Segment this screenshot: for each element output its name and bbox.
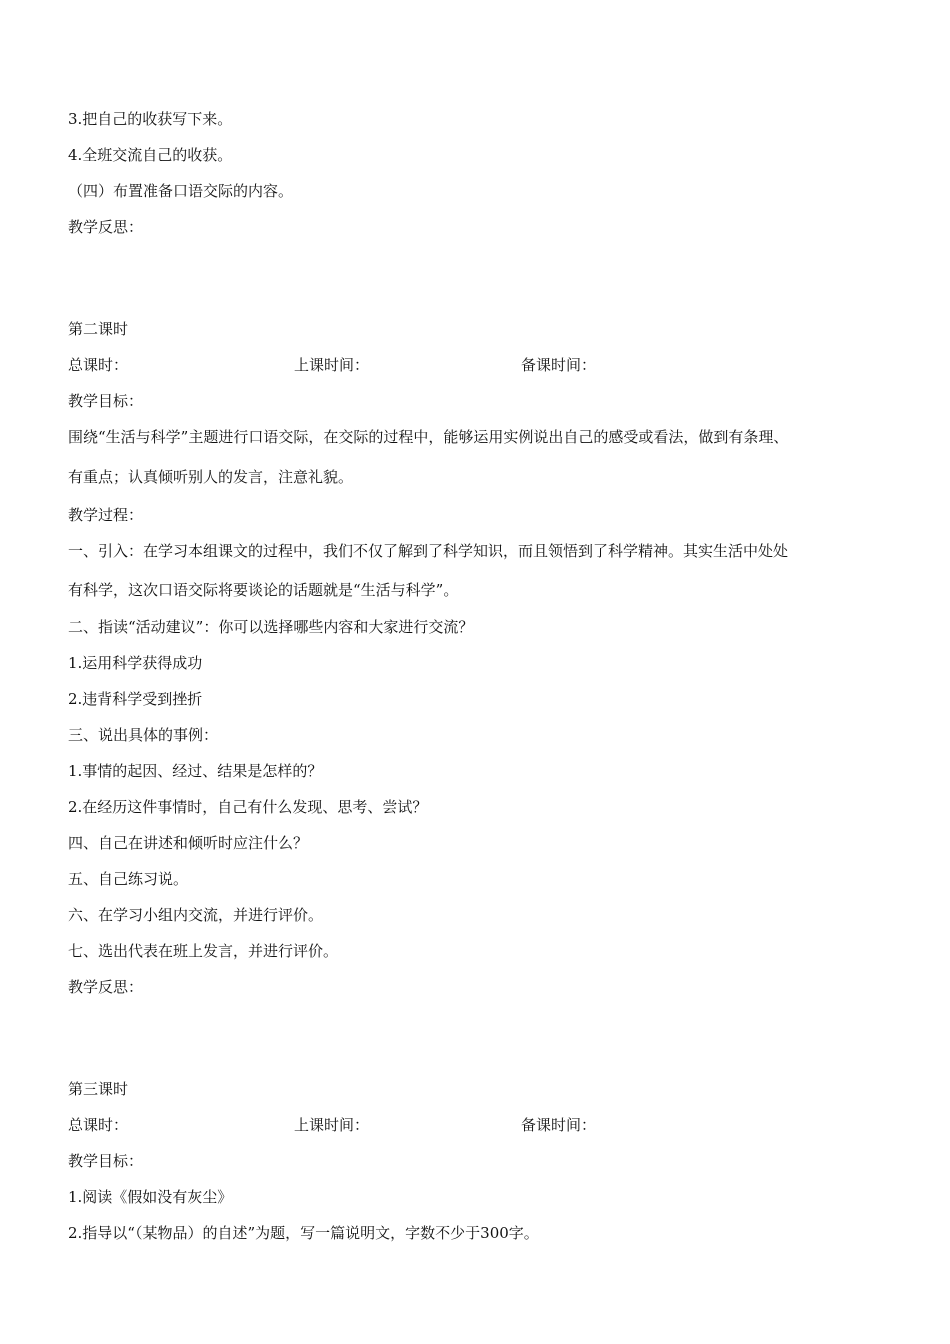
- list-item-3: 3.把自己的收获写下来。: [68, 110, 233, 128]
- reflection-label: 教学反思：: [68, 218, 144, 236]
- lesson2-step2-item1: 1.运用科学获得成功: [68, 654, 203, 672]
- lesson2-reflection-label: 教学反思：: [68, 978, 144, 996]
- lesson2-step1-line2: 有科学，这次口语交际将要谈论的话题就是“生活与科学”。: [68, 581, 459, 599]
- lesson2-prep-time: 备课时间：: [521, 356, 597, 374]
- lesson2-step3-item2: 2.在经历这件事情时，自己有什么发现、思考、尝试？: [68, 798, 428, 816]
- lesson2-class-time: 上课时间：: [294, 356, 370, 374]
- lesson3-title: 第三课时: [68, 1080, 129, 1098]
- lesson3-prep-time: 备课时间：: [521, 1116, 597, 1134]
- lesson2-step5: 五、自己练习说。: [68, 870, 189, 888]
- lesson2-total-hours: 总课时：: [68, 356, 129, 374]
- lesson2-step1-line1: 一、引入：在学习本组课文的过程中，我们不仅了解到了科学知识，而且领悟到了科学精神。其实生活中处处: [68, 542, 789, 560]
- lesson3-goal2: 2.指导以“（某物品）的自述”为题，写一篇说明文，字数不少于300字。: [68, 1224, 539, 1242]
- lesson2-step2: 二、指读“活动建议”：你可以选择哪些内容和大家进行交流？: [68, 618, 474, 636]
- lesson2-step6: 六、在学习小组内交流，并进行评价。: [68, 906, 324, 924]
- lesson3-class-time: 上课时间：: [294, 1116, 370, 1134]
- lesson2-goals-line2: 有重点；认真倾听别人的发言，注意礼貌。: [68, 468, 354, 486]
- lesson2-step3-item1: 1.事情的起因、经过、结果是怎样的？: [68, 762, 323, 780]
- lesson2-step3: 三、说出具体的事例：: [68, 726, 219, 744]
- lesson2-goals-line1: 围绕“生活与科学”主题进行口语交际，在交际的过程中，能够运用实例说出自己的感受或看法，做到有条理、: [68, 428, 789, 446]
- lesson2-step2-item2: 2.违背科学受到挫折: [68, 690, 203, 708]
- lesson2-step4: 四、自己在讲述和倾听时应注什么？: [68, 834, 309, 852]
- lesson3-goal1: 1.阅读《假如没有灰尘》: [68, 1188, 233, 1206]
- lesson2-goals-label: 教学目标：: [68, 392, 144, 410]
- lesson3-goals-label: 教学目标：: [68, 1152, 144, 1170]
- section-heading-part4: （四）布置准备口语交际的内容。: [68, 182, 294, 200]
- list-item-4: 4.全班交流自己的收获。: [68, 146, 233, 164]
- lesson2-title: 第二课时: [68, 320, 129, 338]
- lesson2-process-label: 教学过程：: [68, 506, 144, 524]
- lesson2-step7: 七、选出代表在班上发言，并进行评价。: [68, 942, 339, 960]
- lesson3-total-hours: 总课时：: [68, 1116, 129, 1134]
